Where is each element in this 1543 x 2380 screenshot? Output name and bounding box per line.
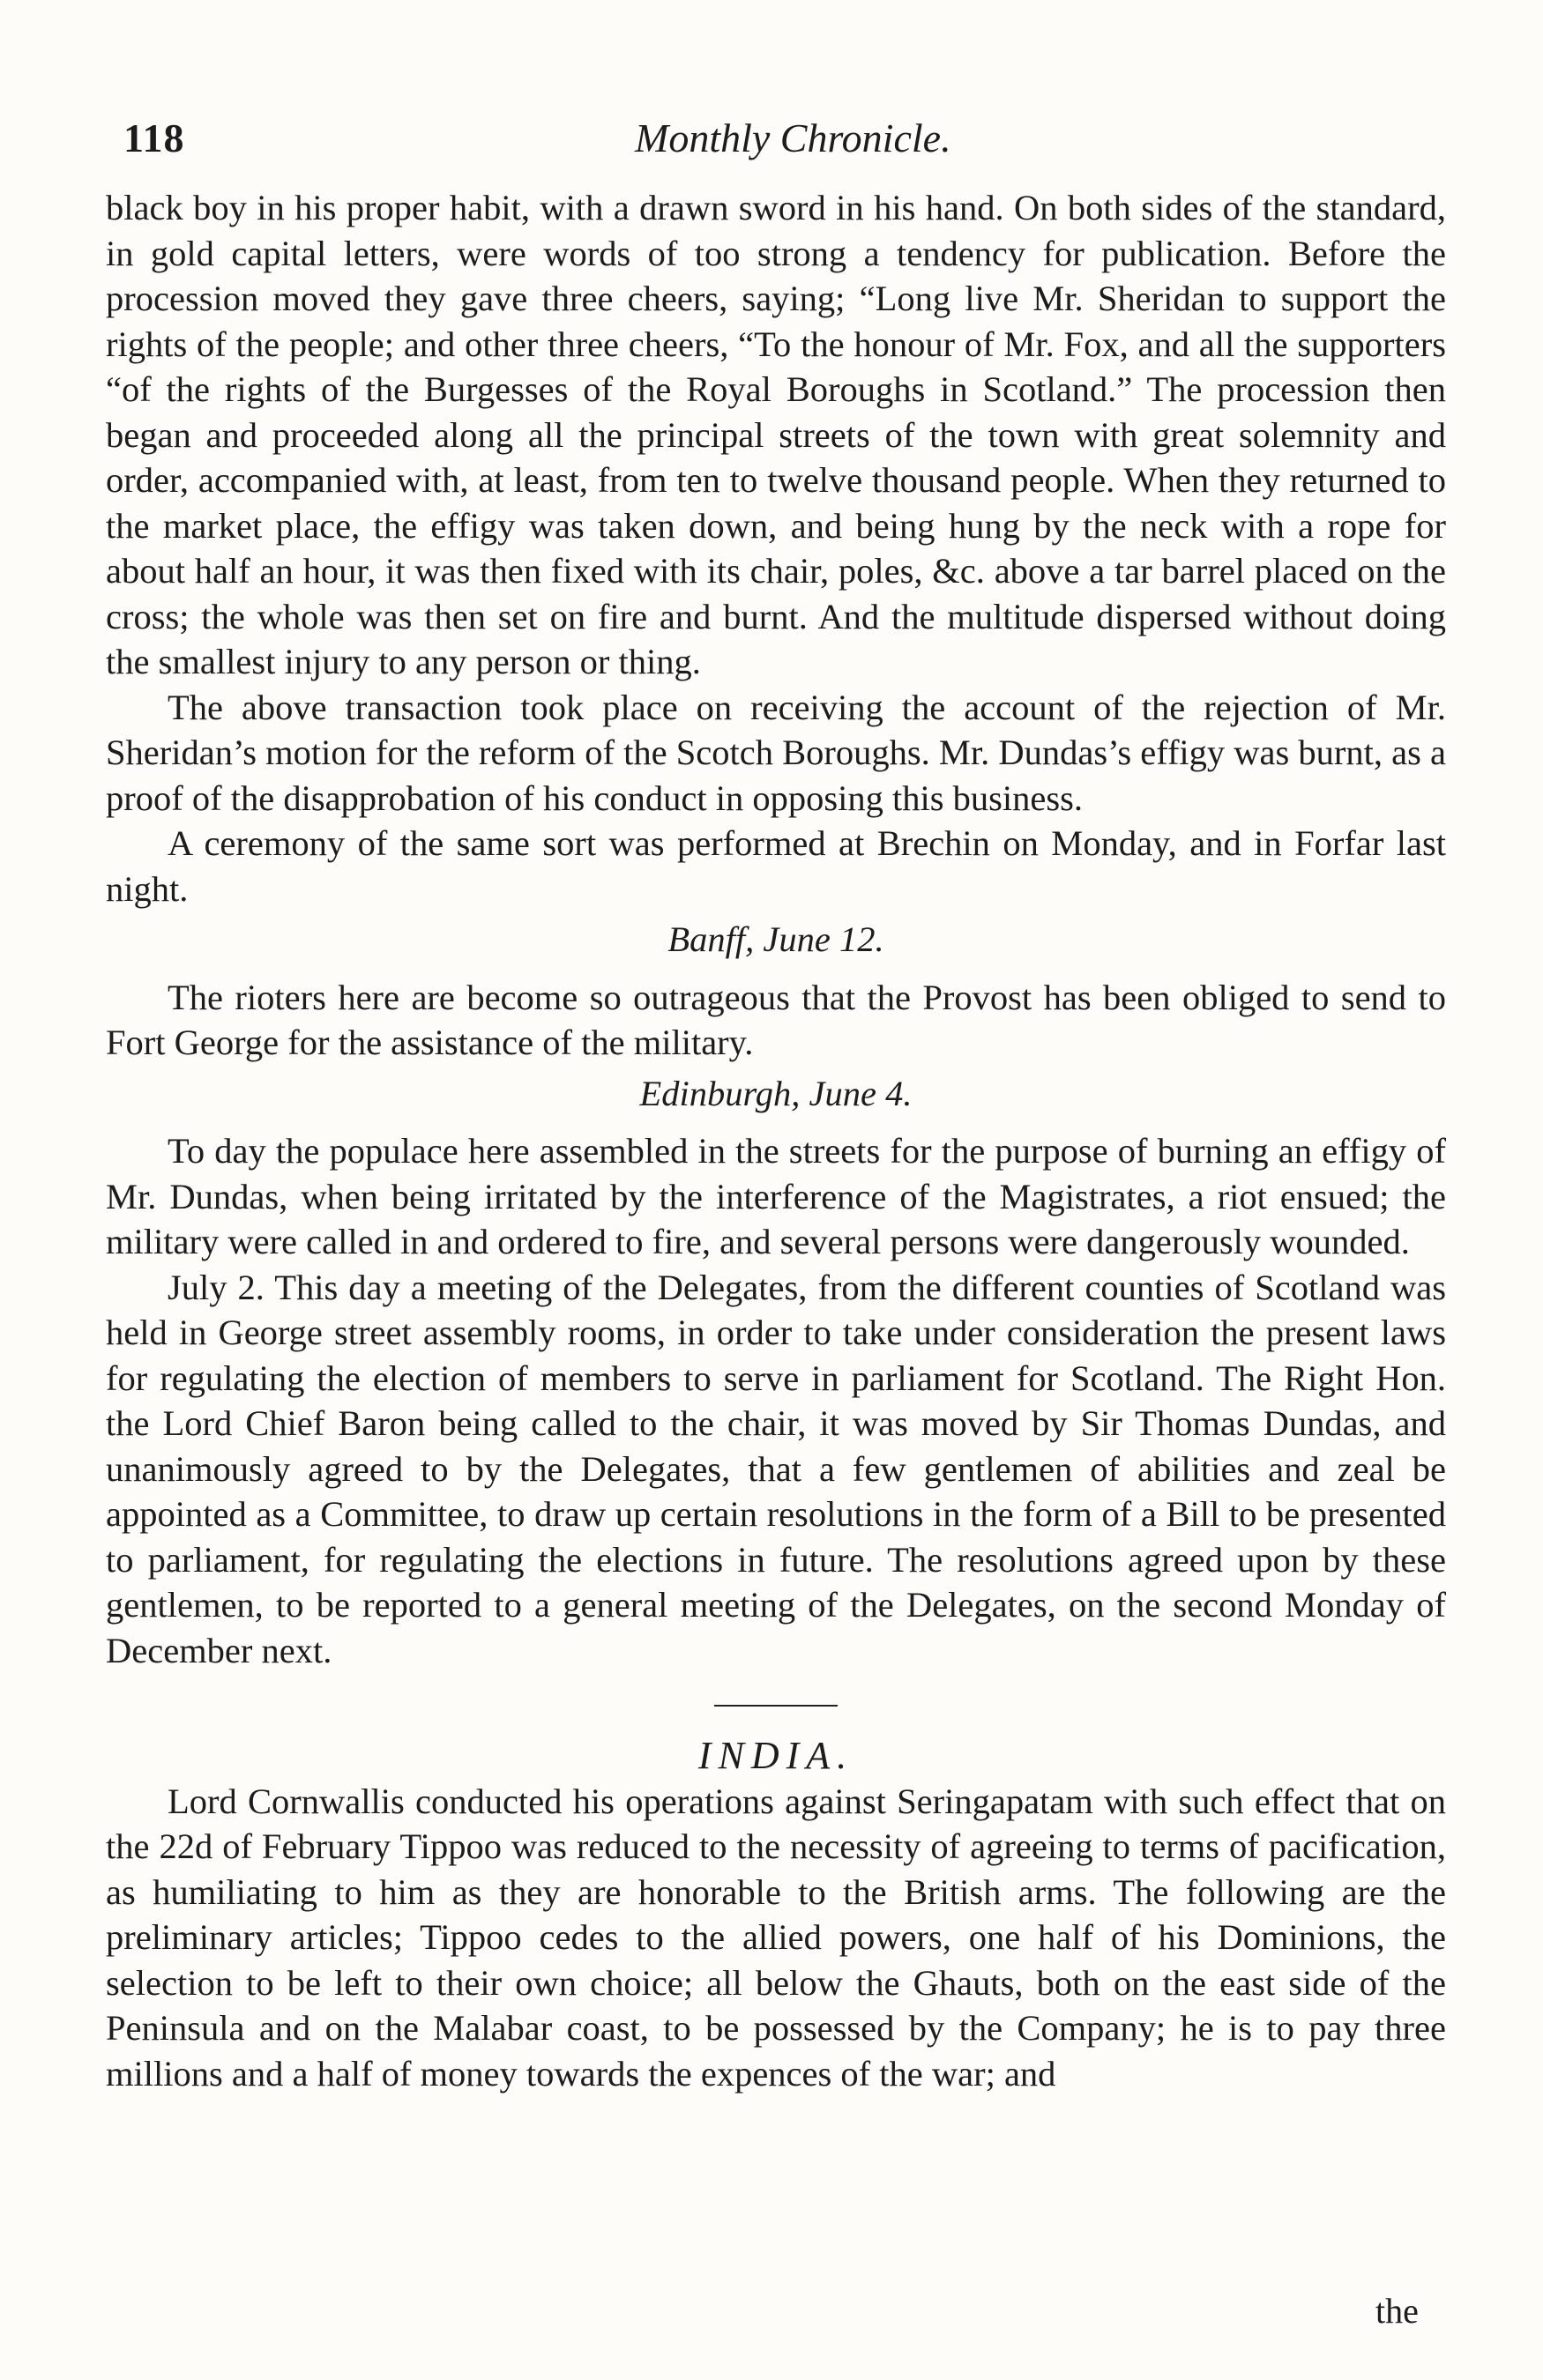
paragraph-banff: The rioters here are become so outrageous that the Provost has been obliged to send to Fort George for the assistance of the military.: [106, 977, 1446, 1062]
page-number: 118: [123, 115, 185, 160]
section-divider: [714, 1705, 838, 1707]
catchword: the: [1375, 2291, 1419, 2331]
paragraph-effigy-procession: black boy in his proper habit, with a drawn sword in his hand. On both sides of the standard, in gold capital letters, were words of too strong a tendency for publication. Before the procession moved they gave three cheers, saying; “Long live Mr. Sheridan to support the rights of the people; and other three cheers, “To the honour of Mr. Fox, and all the supporters “of the rights of the Burgesses of the Royal Boroughs in Scotland.” The procession then began and proceeded along all the principal streets of the town with great solemnity and order, accompanied with, at least, from ten to twelve thousand people. When they returned to the market place, the effigy was taken down, and being hung by the neck with a rope for about half an hour, it was then fixed with its chair, poles, &c. above a tar barrel placed on the cross; the whole was then set on fire and burnt. And the multitude dispersed without doing the smallest injury to any person or thing.: [106, 188, 1446, 681]
paragraph-brechin: A ceremony of the same sort was performed at Brechin on Monday, and in Forfar last night.: [106, 823, 1446, 909]
paragraph-india: Lord Cornwallis conducted his operations against Seringapatam with such effect that on the 22d of February Tippoo was reduced to the necessity of agreeing to terms of pacification, as humiliating to him as they are honorable to the British arms. The following are the preliminary articles; Tippoo cedes to the allied powers, one half of his Dominions, the selection to be left to their own choice; all below the Ghauts, both on the east side of the Peninsula and on the Malabar coast, to be possessed by the Company; he is to pay three millions and a half of money towards the expences of the war; and: [106, 1781, 1446, 2094]
dateline-edinburgh: Edinburgh, June 4.: [639, 1073, 913, 1113]
running-head: [106, 115, 1446, 185]
section-heading-india: INDIA.: [697, 1734, 854, 1777]
article-body: [106, 185, 1446, 2096]
paragraph-transaction: The above transaction took place on receiving the account of the rejection of Mr. Sheridan’s motion for the reform of the Scotch Boroughs. Mr. Dundas’s effigy was burnt, as a proof of the disapprobation of his conduct in opposing this business.: [106, 687, 1446, 818]
dateline-banff: Banff, June 12.: [667, 919, 884, 959]
running-title: Monthly Chronicle.: [635, 115, 951, 160]
paragraph-edinburgh-riot: To day the populace here assembled in the streets for the purpose of burning an effigy of Mr. Dundas, when being irritated by the interference of the Magistrates, a riot ensued; the military were called in and ordered to fire, and several persons were dangerously wounded.: [106, 1131, 1446, 1261]
book-page: [106, 115, 1446, 2096]
paragraph-delegates-meeting: July 2. This day a meeting of the Delegates, from the different counties of Scotland was held in George street assembly rooms, in order to take under consideration the present laws for regulating the election of members to serve in parliament for Scotland. The Right Hon. the Lord Chief Baron being called to the chair, it was moved by Sir Thomas Dundas, and unanimously agreed to by the Delegates, that a few gentlemen of abilities and zeal be appointed as a Committee, to draw up certain resolutions in the form of a Bill to be presented to parliament, for regulating the elections in future. The resolutions agreed upon by these gentlemen, to be reported to a general meeting of the Delegates, on the second Monday of December next.: [106, 1267, 1446, 1670]
